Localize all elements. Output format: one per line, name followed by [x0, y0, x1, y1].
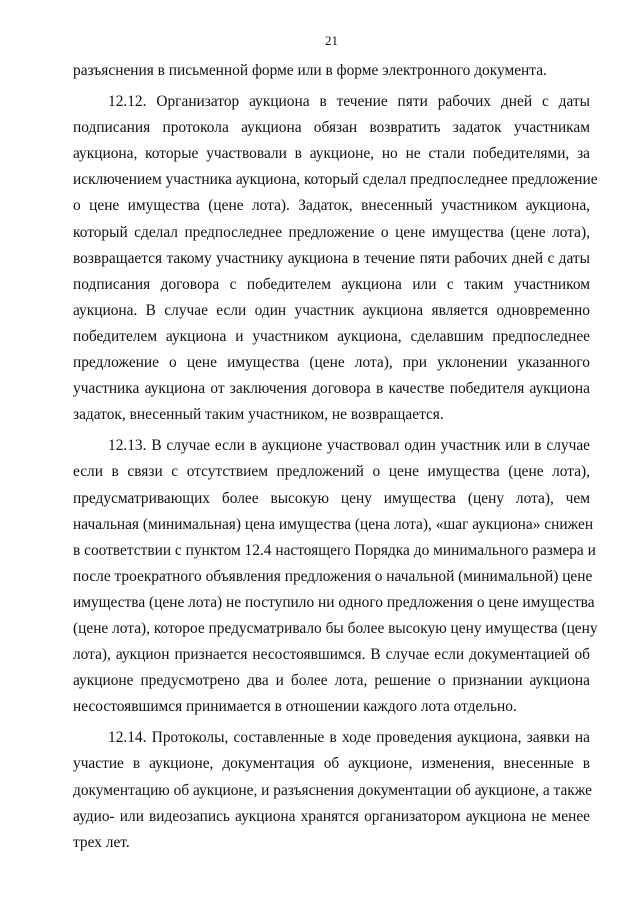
text-line: 12.14. Протоколы, составленные в ходе проведения аукциона, заявки на — [108, 729, 590, 747]
text-line: документацию об аукционе, и разъяснения документации об аукционе, а также — [73, 781, 593, 799]
paragraph-continuation — [73, 58, 590, 84]
text-line: лота), аукцион признается несостоявшимся. В случае если документацией об — [73, 646, 590, 664]
text-line: аудио- или видеозапись аукциона хранятся организатором аукциона не менее — [73, 807, 590, 825]
text-line: аукциона. В случае если один участник аукциона является одновременно — [73, 301, 590, 319]
text-line: участника аукциона от заключения договора в качестве победителя аукциона — [73, 380, 590, 398]
text-line: аукциона, которые участвовали в аукционе, но не стали победителями, за — [73, 145, 590, 163]
page-number: 21 — [325, 33, 338, 48]
text-line: в соответствии с пунктом 12.4 настоящего Порядка до минимального размера и — [73, 541, 596, 559]
paragraph-12-14 — [73, 725, 593, 855]
text-line: начальная (минимальная) цена имущества (цена лота), «шаг аукциона» снижен — [73, 515, 594, 533]
text-line: предложение о цене имущества (цене лота), при уклонении указанного — [73, 354, 590, 372]
text-line: после троекратного объявления предложения о начальной (минимальной) цене — [73, 567, 593, 585]
text-line: подписания договора с победителем аукциона или с таким участником — [73, 275, 590, 293]
text-line: который сделал предпоследнее предложение о цене имущества (цене лота), — [73, 223, 590, 241]
paragraph-12-13 — [73, 433, 598, 720]
document-page — [73, 30, 598, 856]
text-line: 12.13. В случае если в аукционе участвовал один участник или в случае — [108, 437, 590, 455]
text-line: если в связи с отсутствием предложений о цене имущества (цене лота), — [73, 463, 590, 481]
text-line: участие в аукционе, документация об аукционе, изменения, внесенные в — [73, 755, 590, 773]
text-line: подписания протокола аукциона обязан возвратить задаток участникам — [73, 119, 590, 137]
text-line: трех лет. — [73, 833, 130, 851]
text-line: о цене имущества (цене лота). Задаток, внесенный участником аукциона, — [73, 197, 590, 215]
text-line: исключением участника аукциона, который сделал предпоследнее предложение — [73, 171, 598, 189]
text-line: задаток, внесенный таким участником, не возвращается. — [73, 406, 444, 424]
text-line: разъяснения в письменной форме или в форме электронного документа. — [73, 62, 547, 79]
paragraph-12-12 — [73, 89, 598, 428]
text-line: 12.12. Организатор аукциона в течение пяти рабочих дней с даты — [108, 93, 590, 111]
text-line: аукционе предусмотрено два и более лота, решение о признании аукциона — [73, 672, 590, 690]
text-line: несостоявшимся принимается в отношении каждого лота отдельно. — [73, 698, 517, 716]
text-line: имущества (цене лота) не поступило ни одного предложения о цене имущества — [73, 593, 595, 611]
text-line: возвращается такому участнику аукциона в течение пяти рабочих дней с даты — [73, 249, 590, 267]
text-line: (цене лота), которое предусматривало бы более высокую цену имущества (цену — [73, 619, 598, 637]
text-line: победителем аукциона и участником аукциона, сделавшим предпоследнее — [73, 327, 590, 345]
text-line: предусматривающих более высокую цену имущества (цену лота), чем — [73, 489, 590, 507]
